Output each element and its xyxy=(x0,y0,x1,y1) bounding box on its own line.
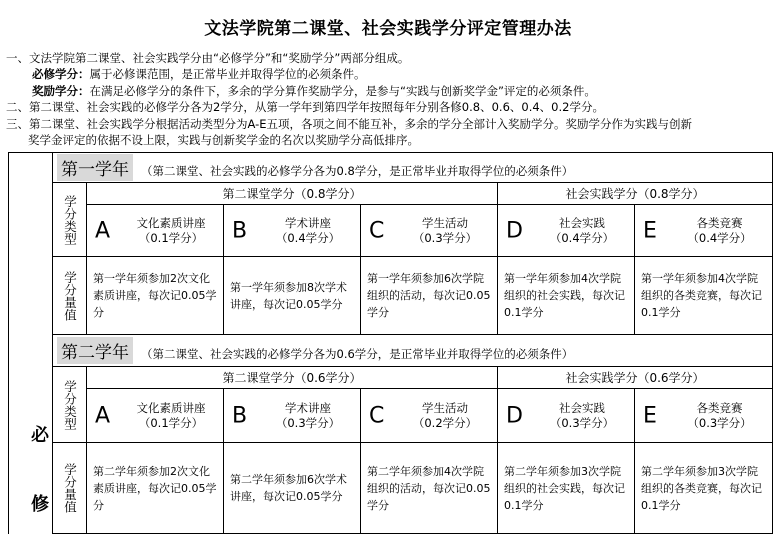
cat-letter: C xyxy=(369,403,385,428)
year-2-cat-d xyxy=(498,389,635,443)
cat-credit: （0.4学分） xyxy=(275,230,341,245)
intro-line-3 xyxy=(32,84,596,99)
side-label-char-1: 必 xyxy=(31,425,49,446)
year-1-header-row xyxy=(9,153,773,183)
year-2-value-row xyxy=(9,443,773,534)
cat-letter: A xyxy=(95,403,111,428)
cat-credit: （0.3学分） xyxy=(687,415,752,430)
year-2-desc-d: 第二学年须参加3次学院组织的社会实践，每次记0.1学分 xyxy=(498,443,635,534)
year-1-group-second-classroom: 第二课堂学分（0.8学分） xyxy=(87,183,498,205)
cat-name: 各类竞赛 xyxy=(696,400,743,415)
cat-credit: （0.1学分） xyxy=(138,415,204,430)
year-2-cat-a xyxy=(87,389,224,443)
credit-table xyxy=(8,152,773,534)
cat-name: 文化素质讲座 xyxy=(136,215,206,230)
cat-credit: （0.3学分） xyxy=(275,415,341,430)
cat-letter: D xyxy=(506,218,523,243)
cat-name: 文化素质讲座 xyxy=(136,400,206,415)
cat-credit: （0.3学分） xyxy=(412,230,478,245)
year-2-group-social-practice: 社会实践学分（0.6学分） xyxy=(498,367,773,389)
year-1-type-label: 学分类型 xyxy=(53,183,87,257)
cat-name: 社会实践 xyxy=(559,215,605,230)
cat-credit: （0.1学分） xyxy=(138,230,204,245)
year-1-value-row xyxy=(9,257,773,335)
cat-credit: （0.4学分） xyxy=(687,230,752,245)
year-2-group-second-classroom: 第二课堂学分（0.6学分） xyxy=(87,367,498,389)
cat-name: 各类竞赛 xyxy=(696,215,743,230)
cat-credit: （0.3学分） xyxy=(549,415,615,430)
year-1-banner xyxy=(53,153,773,183)
year-2-group-row xyxy=(9,367,773,389)
year-2-note: （第二课堂、社会实践的必修学分各为0.6学分，是正常毕业并取得学位的必须条件） xyxy=(141,347,574,361)
year-2-desc-c: 第二学年须参加4次学院组织的活动，每次记0.05学分 xyxy=(361,443,498,534)
year-1-title: 第一学年 xyxy=(57,154,133,181)
year-1-cat-b xyxy=(224,205,361,257)
year-2-desc-a: 第二学年须参加2次文化素质讲座，每次记0.05学分 xyxy=(87,443,224,534)
year-1-cat-e xyxy=(635,205,773,257)
cat-letter: E xyxy=(643,403,657,428)
intro-line-2 xyxy=(32,67,366,82)
cat-letter: D xyxy=(506,403,523,428)
year-1-desc-e: 第一学年须参加4次学院组织的各类竞赛，每次记0.1学分 xyxy=(635,257,773,335)
year-1-note: （第二课堂、社会实践的必修学分各为0.8学分，是正常毕业并取得学位的必须条件） xyxy=(141,164,574,178)
required-credit-label: 必修学分： xyxy=(32,67,90,81)
required-side-label xyxy=(9,153,53,534)
year-2-category-row xyxy=(9,389,773,443)
year-2-cat-c xyxy=(361,389,498,443)
year-1-desc-a: 第一学年须参加2次文化素质讲座，每次记0.05学分 xyxy=(87,257,224,335)
cat-letter: B xyxy=(232,403,248,428)
cat-letter: B xyxy=(232,218,248,243)
cat-credit: （0.2学分） xyxy=(412,415,478,430)
year-2-cat-e xyxy=(635,389,773,443)
year-1-desc-d: 第一学年须参加4次学院组织的社会实践，每次记0.1学分 xyxy=(498,257,635,335)
year-2-desc-b: 第二学年须参加6次学术讲座，每次记0.05学分 xyxy=(224,443,361,534)
intro-line-5: 三、第二课堂、社会实践学分根据活动类型分为A-E五项，各项之间不能互补，多余的学分全部计入奖励学分。奖励学分作为实践与创新 xyxy=(6,117,693,131)
cat-letter: A xyxy=(95,218,111,243)
cat-name: 学生活动 xyxy=(422,215,468,230)
year-1-cat-c xyxy=(361,205,498,257)
cat-credit: （0.4学分） xyxy=(549,230,615,245)
year-1-value-label: 学分量值 xyxy=(53,257,87,335)
intro-line-6: 奖学金评定的依据不设上限，实践与创新奖学金的名次以奖励学分高低排序。 xyxy=(28,133,419,147)
year-1-group-row xyxy=(9,183,773,205)
year-2-desc-e: 第二学年须参加3次学院组织的各类竞赛，每次记0.1学分 xyxy=(635,443,773,534)
cat-letter: E xyxy=(643,218,657,243)
side-label-char-2: 修 xyxy=(31,494,49,515)
year-2-type-label: 学分类型 xyxy=(53,367,87,443)
reward-credit-text: 在满足必修学分的条件下，多余的学分算作奖励学分，是参与“实践与创新奖学金”评定的必须条件。 xyxy=(89,84,596,98)
document-title: 文法学院第二课堂、社会实践学分评定管理办法 xyxy=(204,19,572,39)
year-1-cat-d xyxy=(498,205,635,257)
intro-line-4: 二、第二课堂、社会实践的必修学分各为2学分，从第一学年到第四学年按照每年分别各修0.8、0.6、0.4、0.2学分。 xyxy=(6,100,604,114)
cat-name: 学生活动 xyxy=(422,400,468,415)
cat-name: 学术讲座 xyxy=(285,215,331,230)
year-2-cat-b xyxy=(224,389,361,443)
year-2-title: 第二学年 xyxy=(57,337,133,364)
intro-line-1: 一、文法学院第二课堂、社会实践学分由“必修学分”和“奖励学分”两部分组成。 xyxy=(6,51,410,65)
reward-credit-label: 奖励学分： xyxy=(32,84,90,98)
year-1-category-row xyxy=(9,205,773,257)
cat-name: 学术讲座 xyxy=(285,400,331,415)
year-1-group-social-practice: 社会实践学分（0.8学分） xyxy=(498,183,773,205)
year-2-value-label: 学分量值 xyxy=(53,443,87,534)
cat-name: 社会实践 xyxy=(559,400,605,415)
year-1-desc-b: 第一学年须参加8次学术讲座，每次记0.05学分 xyxy=(224,257,361,335)
year-1-cat-a xyxy=(87,205,224,257)
required-credit-text: 属于必修课范围，是正常毕业并取得学位的必须条件。 xyxy=(89,67,366,81)
year-2-header-row xyxy=(9,335,773,367)
year-2-banner xyxy=(53,335,773,367)
cat-letter: C xyxy=(369,218,385,243)
year-1-desc-c: 第一学年须参加6次学院组织的活动，每次记0.05学分 xyxy=(361,257,498,335)
